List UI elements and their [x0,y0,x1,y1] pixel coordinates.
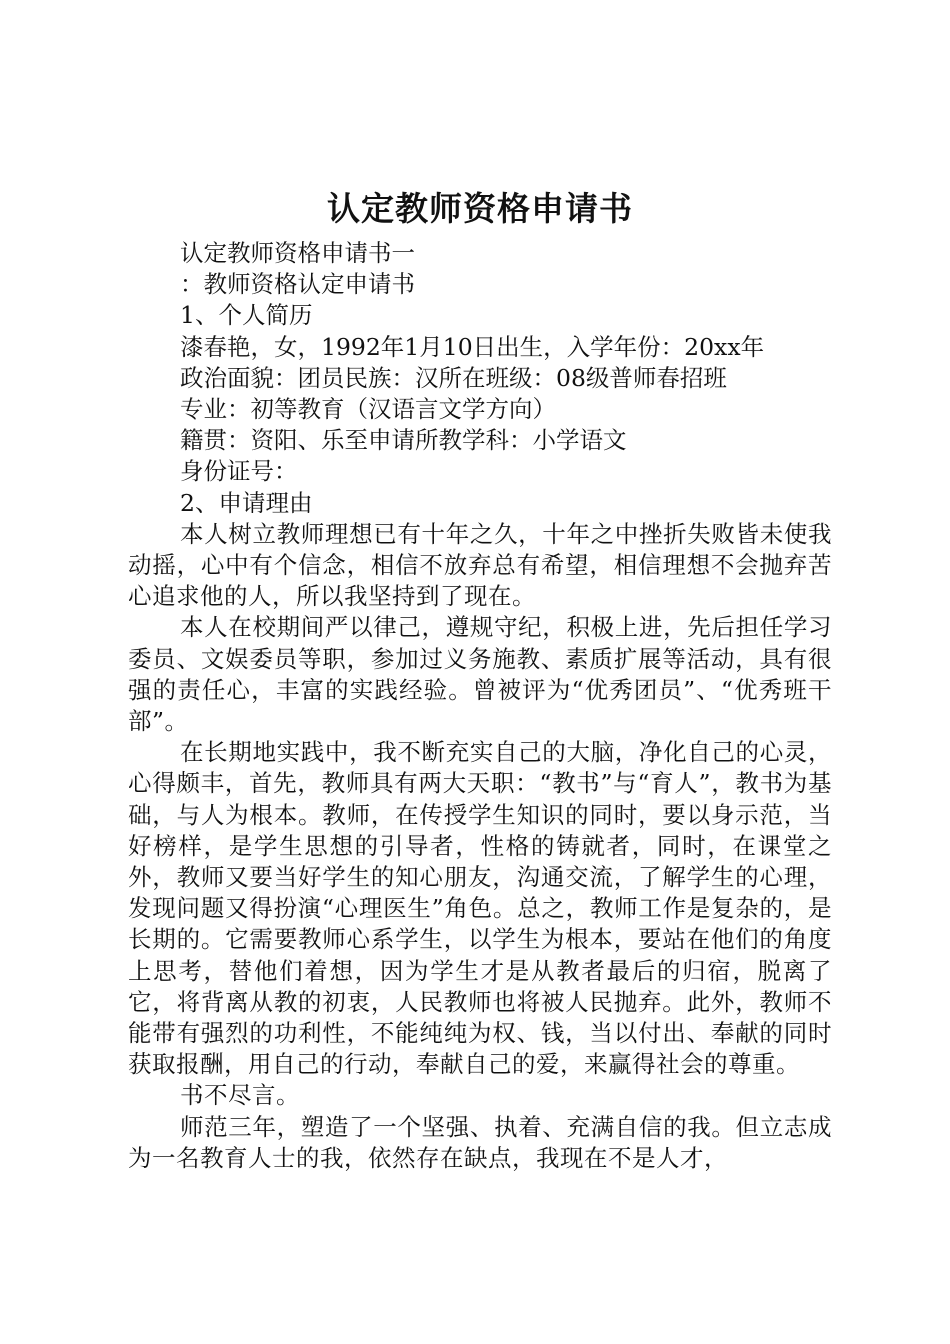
subtitle-line: ：教师资格认定申请书 [180,270,415,299]
document-body [128,238,832,1174]
body-paragraph: 师范三年，塑造了一个坚强、执着、充满自信的我。但立志成为一名教育人士的我，依然存在缺点，我现在不是人才， [128,1112,832,1172]
subtitle-line: 认定教师资格申请书一 [180,239,415,267]
info-line: 籍贯：资阳、乐至申请所教学科：小学语文 [180,426,627,455]
body-paragraph: 本人在校期间严以律己，遵规守纪，积极上进，先后担任学习委员、文娱委员等职，参加过义务施教、素质扩展等活动，具有很强的责任心，丰富的实践经验。曾被评为“优秀团员”、“优秀班干部”。 [128,613,832,736]
info-line: 漆春艳，女，1992年1月10日出生，入学年份：20xx年 [180,332,765,361]
section-heading: 1、个人简历 [180,301,313,330]
body-paragraph: 本人树立教师理想已有十年之久，十年之中挫折失败皆未使我动摇，心中有个信念，相信不放弃总有希望，相信理想不会抛弃苦心追求他的人，所以我坚持到了现在。 [128,519,832,611]
document-page [128,180,832,1174]
info-line: 专业：初等教育（汉语言文学方向） [180,395,556,424]
section-heading: 2、申请理由 [180,488,313,517]
info-line: 身份证号： [180,457,298,486]
body-paragraph: 书不尽言。 [180,1081,300,1110]
info-line: 政治面貌：团员民族：汉所在班级：08级普师春招班 [180,363,727,392]
document-title: 认定教师资格申请书 [327,189,633,228]
body-paragraph: 在长期地实践中，我不断充实自己的大脑，净化自己的心灵，心得颇丰，首先，教师具有两大天职：“教书”与“育人”，教书为基础，与人为根本。教师，在传授学生知识的同时，要以身示范，当好榜样，是学生思想的引导者，性格的铸就者，同时，在课堂之外，教师又要当好学生的知心朋友，沟通交流，了解学生的心理，发现问题又得扮演“心理医生”角色。总之，教师工作是复杂的，是长期的。它需要教师心系学生，以学生为根本，要站在他们的角度上思考，替他们着想，因为学生才是从教者最后的归宿，脱离了它，将背离从教的初衷，人民教师也将被人民抛弃。此外，教师不能带有强烈的功利性，不能纯纯为权、钱，当以付出、奉献的同时获取报酬，用自己的行动，奉献自己的爱，来赢得社会的尊重。 [128,738,832,1079]
